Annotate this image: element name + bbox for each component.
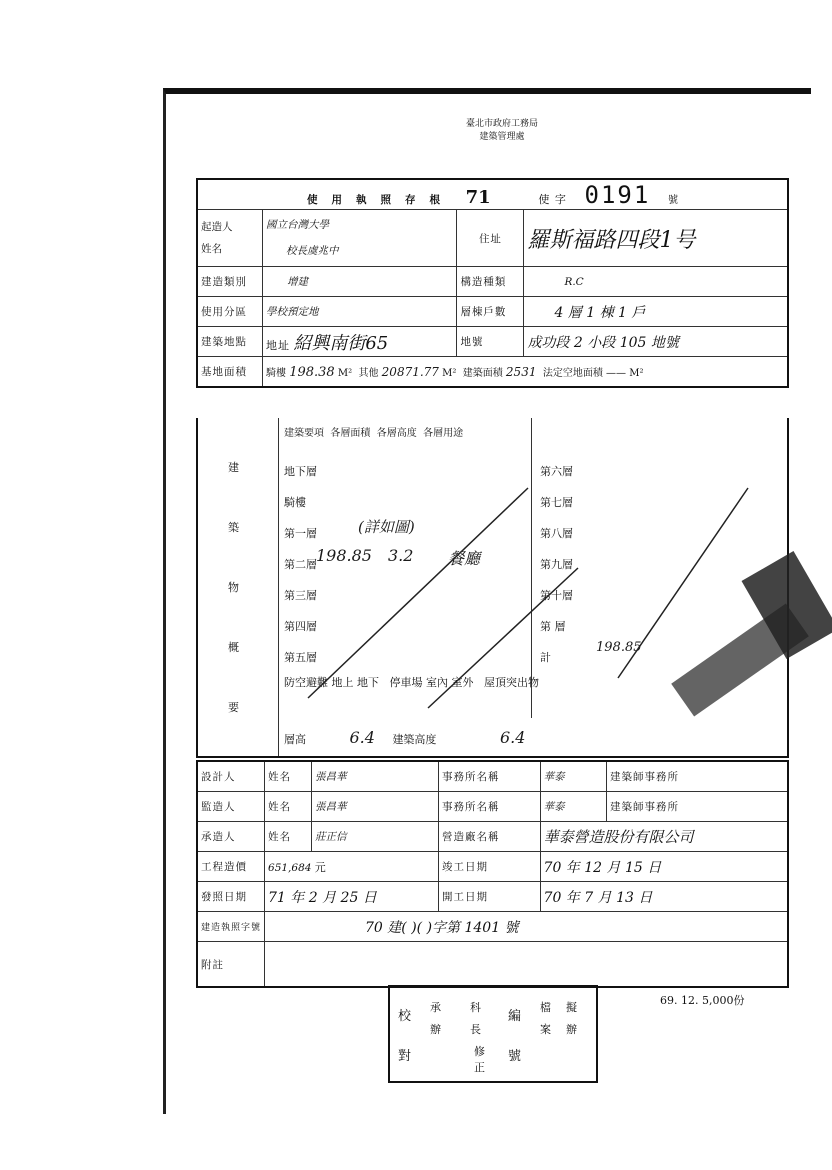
contractor-label: 承造人 [197, 822, 265, 852]
site-address: 紹興南街65 [293, 332, 389, 354]
floor-label: 第六層 [540, 465, 573, 478]
floor-label: 第十層 [540, 589, 573, 602]
floor2-height: 3.2 [388, 546, 414, 565]
cost-value: 651,684 [268, 861, 312, 874]
floor-label: 第四層 [284, 620, 317, 633]
floor2-area: 198.85 [316, 546, 372, 565]
floors-label: 層棟戶數 [457, 297, 524, 327]
issue-label: 發照日期 [197, 882, 265, 912]
supervisor-name: 張昌華 [312, 792, 439, 822]
printer-note: 69. 12. 5,000份 [660, 994, 745, 1007]
factory-label: 營造廠名稱 [439, 822, 541, 852]
floor-height-label: 層高 [284, 733, 306, 746]
zone-label: 使用分區 [197, 297, 263, 327]
col-header: 各層面積 [330, 428, 371, 439]
parking-indoor: 室內 [426, 676, 448, 689]
site-address-cell [263, 327, 457, 357]
owner-name [263, 210, 457, 267]
floor-label: 第三層 [284, 589, 317, 602]
designer-label: 設計人 [197, 761, 265, 792]
zone-value: 學校預定地 [263, 297, 457, 327]
supervisor-office: 華泰 [540, 792, 606, 822]
shelter-above: 地上 [331, 676, 354, 689]
page-title: 使用執照存根 [307, 193, 454, 206]
shelter-label: 防空避難 [284, 676, 328, 689]
owner-name-2: 校長虞兆中 [286, 245, 339, 257]
name-label: 姓名 [265, 822, 312, 852]
owner-name-1: 國立台灣大學 [266, 219, 329, 231]
building-height-value: 6.4 [499, 728, 526, 747]
cost-label: 工程造價 [197, 852, 265, 882]
contractor-name: 莊正信 [312, 822, 439, 852]
stamp-label: 擬辦 [566, 1001, 577, 1036]
total-area: 198.85 [596, 640, 642, 655]
floor-label: 第 層 [540, 620, 566, 633]
structure-value: R.C [524, 267, 788, 297]
prior-permit-label: 建造執照字號 [197, 912, 265, 942]
built-value: 198.38 [289, 364, 335, 380]
floor-label: 第五層 [284, 651, 317, 664]
office-line-2: 建築管理處 [479, 132, 525, 142]
floor-label: 第七層 [540, 496, 573, 509]
office-header [392, 118, 612, 144]
column-headers [284, 424, 784, 439]
area-label: 基地面積 [197, 357, 263, 388]
stamp-label: 校對 [398, 1009, 412, 1064]
site-address-label: 地址 [266, 338, 290, 352]
complete-label: 竣工日期 [439, 852, 541, 882]
lot-value: 成功段 2 小段 105 地號 [524, 327, 788, 357]
firm-suffix: 建築師事務所 [606, 761, 788, 792]
designer-office: 華泰 [540, 761, 606, 792]
details-table [196, 760, 789, 988]
col-header: 各層用途 [423, 428, 464, 439]
name-label: 姓名 [265, 761, 312, 792]
height-row [284, 728, 784, 747]
shelter-below: 地下 [357, 676, 379, 689]
contractor-company: 華泰營造股份有限公司 [540, 822, 788, 852]
parking-outdoor: 室外 [451, 676, 474, 689]
floor2-use: 餐廳 [448, 549, 481, 568]
designer-name: 張昌華 [312, 761, 439, 792]
year: 71 [465, 186, 491, 208]
cost-cell [265, 852, 439, 882]
owner-address: 羅斯福路四段1号 [524, 210, 788, 267]
open-label: 法定空地面積 [542, 367, 603, 379]
office-label: 事務所名稱 [439, 792, 541, 822]
floor-label: 第一層 [284, 527, 317, 540]
type-label: 建造類別 [197, 267, 263, 297]
stamp-label: 編號 [508, 1009, 522, 1064]
site-label: 建築地點 [197, 327, 263, 357]
parking-label: 停車場 [389, 676, 423, 689]
owner-label-1: 起造人 [201, 221, 233, 233]
bracket-note: (詳如圖) [358, 518, 415, 536]
lot-label: 地號 [457, 327, 524, 357]
yuan-label: 元 [314, 860, 327, 874]
other-label: 其他 [358, 367, 379, 379]
floor-label: 地下層 [284, 465, 317, 478]
open-value: —— [606, 367, 627, 379]
floor-label: 計 [540, 651, 551, 664]
col-header: 建築要項 [284, 428, 324, 439]
office-label: 事務所名稱 [439, 761, 541, 792]
start-value: 70 年 7 月 13 日 [540, 882, 788, 912]
floor-label: 第九層 [540, 558, 573, 571]
floor-side-label: 建築物概要 [228, 461, 239, 714]
other-value: 20871.77 [381, 364, 439, 379]
floor-label: 騎樓 [284, 496, 306, 509]
floor-height-value: 6.4 [349, 728, 375, 747]
review-stamp [388, 985, 598, 1083]
floor-label: 第二層 [284, 558, 317, 571]
type-value: 增建 [263, 267, 457, 297]
office-line-1: 臺北市政府工務局 [465, 119, 538, 129]
col-header: 各層高度 [376, 428, 417, 439]
total-value: 2531 [505, 364, 537, 379]
owner-label-2: 姓名 [201, 243, 222, 255]
issue-value: 71 年 2 月 25 日 [265, 882, 439, 912]
unit-3: M² [629, 367, 644, 379]
name-label: 姓名 [265, 792, 312, 822]
address-label: 住址 [457, 210, 524, 267]
notes-value [265, 942, 788, 988]
area-cell [263, 357, 789, 388]
complete-value: 70 年 12 月 15 日 [540, 852, 788, 882]
firm-suffix: 建築師事務所 [606, 792, 788, 822]
building-height-label: 建築高度 [392, 733, 437, 746]
stamp-label: 承辦 [430, 1001, 441, 1036]
start-label: 開工日期 [439, 882, 541, 912]
floors-value: 4 層 1 棟 1 戶 [524, 297, 788, 327]
stamp-label: 科長 [470, 1001, 481, 1036]
supervisor-label: 監造人 [197, 792, 265, 822]
stamp-label: 修正 [474, 1045, 485, 1074]
total-label: 建築面積 [462, 367, 503, 379]
built-label: 騎樓 [266, 367, 286, 379]
permit-suffix: 號 [667, 194, 678, 206]
owner-label [197, 210, 263, 267]
unit-1: M² [337, 367, 353, 379]
permit-form [196, 178, 789, 388]
floor-label: 第八層 [540, 527, 573, 540]
permit-prefix: 使 字 [538, 192, 567, 206]
title-cell [197, 179, 788, 210]
notes-label: 附註 [197, 942, 265, 988]
permit-number: 0191 [584, 180, 651, 209]
unit-2: M² [442, 367, 457, 379]
roof-label: 屋頂突出物 [484, 676, 539, 689]
stamp-label: 檔案 [540, 1001, 551, 1036]
prior-permit-value: 70 建( )( )字第 1401 號 [265, 912, 788, 942]
structure-label: 構造種類 [457, 267, 524, 297]
